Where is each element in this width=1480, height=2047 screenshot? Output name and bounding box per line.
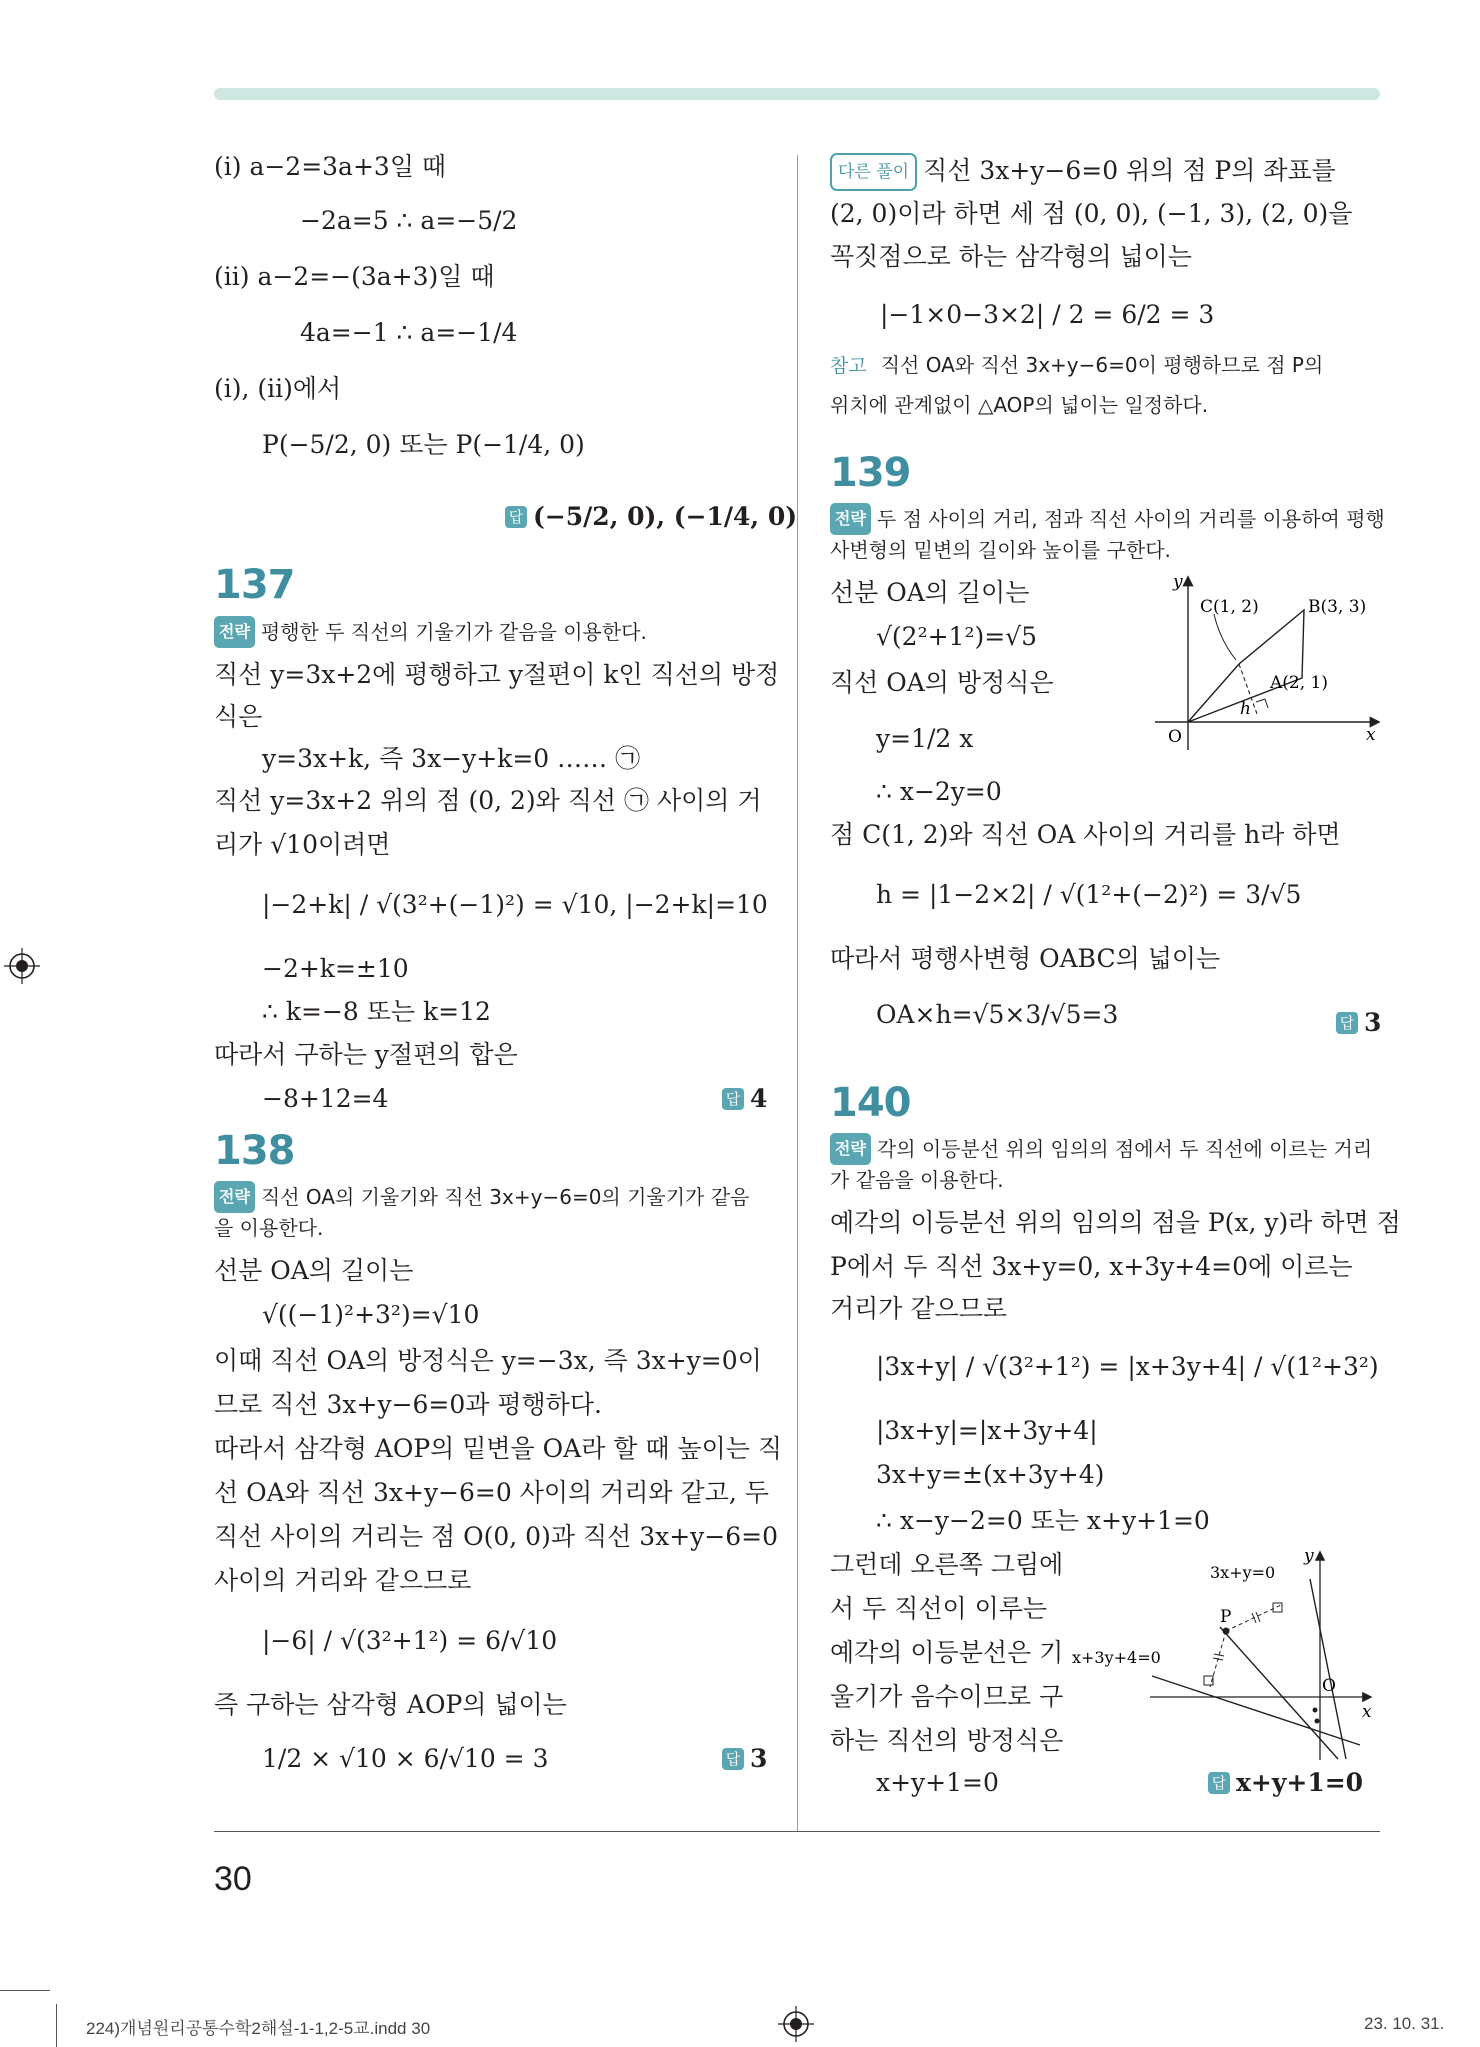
- p140-strategy-cont: 가 같음을 이용한다.: [830, 1168, 1004, 1192]
- p140-line: 3x+y=±(x+3y+4): [876, 1460, 1105, 1489]
- footer-date: 23. 10. 31.: [1364, 2014, 1445, 2033]
- p137-line: 직선 y=3x+2 위의 점 (0, 2)와 직선 ㉠ 사이의 거: [214, 786, 762, 815]
- bottom-rule: [214, 1831, 1380, 1832]
- p139-line: y=1/2 x: [876, 724, 974, 753]
- registration-mark-icon: [4, 948, 40, 984]
- p140-line: 서 두 직선이 이루는: [830, 1594, 1048, 1623]
- p137-line: 식은: [214, 702, 263, 731]
- alt-solution-line: 다른 풀이 직선 3x+y−6=0 위의 점 P의 좌표를: [830, 153, 1336, 191]
- p140-line: 예각의 이등분선 위의 임의의 점을 P(x, y)라 하면 점: [830, 1208, 1401, 1237]
- p140-line: |3x+y|=|x+3y+4|: [876, 1416, 1098, 1445]
- point-p-label: P: [1220, 1607, 1232, 1627]
- p140-line: 거리가 같으므로: [830, 1294, 1007, 1323]
- page-number: 30: [214, 1860, 252, 1898]
- p139-line: OA×h=√5×3/√5=3: [876, 1000, 1119, 1029]
- strategy-tag: 전략: [214, 1181, 255, 1213]
- axis-x-label: x: [1366, 725, 1376, 745]
- axis-y-label: y: [1173, 572, 1183, 592]
- p138-line: 즉 구하는 삼각형 AOP의 넓이는: [214, 1690, 567, 1719]
- p136-line: P(−5/2, 0) 또는 P(−1/4, 0): [262, 430, 585, 459]
- p140-answer: 답 x+y+1=0: [1208, 1766, 1363, 1800]
- problem-number-138: 138: [214, 1128, 295, 1174]
- problem-number-139: 139: [830, 450, 911, 496]
- axis-x-label: x: [1362, 1702, 1372, 1722]
- height-label: h: [1240, 699, 1251, 719]
- p137-line: |−2+k| / √(3²+(−1)²) = √10, |−2+k|=10: [262, 890, 768, 919]
- point-c-label: C(1, 2): [1200, 597, 1259, 617]
- p140-line: 울기가 음수이므로 구: [830, 1682, 1064, 1711]
- p137-line: −2+k=±10: [262, 954, 409, 983]
- point-b-label: B(3, 3): [1308, 597, 1367, 617]
- p136-line: (ⅱ) a−2=−(3a+3)일 때: [214, 262, 495, 291]
- p136-line: (ⅰ), (ⅱ)에서: [214, 374, 342, 403]
- parallelogram-figure: [1150, 572, 1380, 752]
- p138-line: 선 OA와 직선 3x+y−6=0 사이의 거리와 같고, 두: [214, 1478, 769, 1507]
- p136-answer: [505, 500, 797, 534]
- p137-line: 따라서 구하는 y절편의 합은: [214, 1040, 518, 1069]
- line-x-3y-4-label: x+3y+4=0: [1072, 1648, 1161, 1667]
- p137-line: y=3x+k, 즉 3x−y+k=0 …… ㉠: [262, 744, 641, 773]
- p138-strategy-cont: 을 이용한다.: [214, 1216, 324, 1240]
- reference-tag: 참고: [830, 355, 867, 377]
- p138-answer: 답 3: [722, 1742, 767, 1776]
- p139-line: 점 C(1, 2)와 직선 OA 사이의 거리를 h라 하면: [830, 820, 1341, 849]
- p137-line: ∴ k=−8 또는 k=12: [262, 997, 491, 1026]
- header-bar: [214, 88, 1380, 100]
- p138-line: √((−1)²+3²)=√10: [262, 1300, 480, 1329]
- answer-tag: 답: [722, 1748, 744, 1770]
- p138-line: 선분 OA의 길이는: [214, 1256, 414, 1285]
- problem-number-137: 137: [214, 562, 295, 608]
- problem-number-140: 140: [830, 1080, 911, 1126]
- p140-line: 하는 직선의 방정식은: [830, 1726, 1064, 1755]
- p140-line: P에서 두 직선 3x+y=0, x+3y+4=0에 이르는: [830, 1252, 1353, 1281]
- p140-line: 예각의 이등분선은 기: [830, 1638, 1064, 1667]
- p138-line: 1/2 × √10 × 6/√10 = 3: [262, 1744, 549, 1773]
- registration-mark-icon: [778, 2006, 814, 2042]
- p139-line: √(2²+1²)=√5: [876, 622, 1038, 651]
- reference-note: 참고 직선 OA와 직선 3x+y−6=0이 평행하므로 점 P의: [830, 353, 1324, 377]
- axis-y-label: y: [1304, 1546, 1314, 1566]
- p139-line: 직선 OA의 방정식은: [830, 668, 1054, 697]
- answer-value: (−5/2, 0), (−1/4, 0): [533, 502, 798, 531]
- strategy-tag: 전략: [214, 616, 255, 648]
- p137-line: 직선 y=3x+2에 평행하고 y절편이 k인 직선의 방정: [214, 660, 780, 689]
- answer-tag: 답: [722, 1088, 744, 1110]
- answer-tag: 답: [1336, 1012, 1358, 1034]
- point-a-label: A(2, 1): [1270, 673, 1328, 693]
- strategy-tag: 전략: [830, 1133, 871, 1165]
- p136-line: −2a=5 ∴ a=−5/2: [300, 206, 518, 235]
- reference-note-cont: 위치에 관계없이 △AOP의 넓이는 일정하다.: [830, 393, 1209, 417]
- p140-line: 그런데 오른쪽 그림에: [830, 1550, 1064, 1579]
- p138-line: 므로 직선 3x+y−6=0과 평행하다.: [214, 1390, 602, 1419]
- p140-line: x+y+1=0: [876, 1768, 999, 1797]
- p139-line: ∴ x−2y=0: [876, 777, 1002, 806]
- p139-strategy-cont: 사변형의 밑변의 길이와 높이를 구한다.: [830, 538, 1171, 562]
- line-3x-y-label: 3x+y=0: [1210, 1563, 1276, 1582]
- p136-line: 4a=−1 ∴ a=−1/4: [300, 318, 518, 347]
- p138-line: 따라서 삼각형 AOP의 밑변을 OA라 할 때 높이는 직: [214, 1434, 783, 1463]
- p137-answer: 답 4: [722, 1082, 767, 1116]
- p139-strategy: 전략 두 점 사이의 거리, 점과 직선 사이의 거리를 이용하여 평행: [830, 503, 1385, 535]
- p137-line: 리가 √10이려면: [214, 830, 391, 859]
- column-divider: [797, 155, 798, 1831]
- p137-strategy: 전략 평행한 두 직선의 기울기가 같음을 이용한다.: [214, 616, 647, 648]
- p138-line: |−6| / √(3²+1²) = 6/√10: [262, 1626, 558, 1655]
- p138-strategy: 전략 직선 OA의 기울기와 직선 3x+y−6=0의 기울기가 같음: [214, 1181, 749, 1213]
- p138-line: 이때 직선 OA의 방정식은 y=−3x, 즉 3x+y=0이: [214, 1346, 762, 1375]
- p140-line: ∴ x−y−2=0 또는 x+y+1=0: [876, 1506, 1210, 1535]
- p139-line: h = |1−2×2| / √(1²+(−2)²) = 3/√5: [876, 880, 1302, 909]
- p138-line: 사이의 거리와 같으므로: [214, 1566, 472, 1595]
- alt-solution-tag: 다른 풀이: [830, 153, 917, 191]
- answer-tag: 답: [1208, 1772, 1230, 1794]
- p139-answer: 답 3: [1336, 1006, 1381, 1040]
- p139-line: 선분 OA의 길이는: [830, 578, 1030, 607]
- answer-tag: 답: [505, 506, 527, 528]
- crop-mark: [56, 2004, 57, 2047]
- alt-solution-line: 꼭짓점으로 하는 삼각형의 넓이는: [830, 242, 1192, 271]
- p140-line: |3x+y| / √(3²+1²) = |x+3y+4| / √(1²+3²): [876, 1352, 1379, 1381]
- footer-filename: 224)개념원리공통수학2해설-1-1,2-5교.indd 30: [86, 2019, 431, 2038]
- alt-solution-line: (2, 0)이라 하면 세 점 (0, 0), (−1, 3), (2, 0)을: [830, 199, 1353, 228]
- strategy-tag: 전략: [830, 503, 871, 535]
- origin-label: O: [1322, 1676, 1336, 1696]
- p138-line: 직선 사이의 거리는 점 O(0, 0)과 직선 3x+y−6=0: [214, 1522, 778, 1551]
- p136-line: (ⅰ) a−2=3a+3일 때: [214, 152, 447, 181]
- p139-line: 따라서 평행사변형 OABC의 넓이는: [830, 944, 1221, 973]
- origin-label: O: [1168, 727, 1182, 747]
- crop-mark: [0, 1990, 50, 1991]
- bisector-figure: [1070, 1545, 1380, 1765]
- alt-solution-line: |−1×0−3×2| / 2 = 6/2 = 3: [880, 300, 1215, 329]
- p137-line: −8+12=4: [262, 1084, 389, 1113]
- p140-strategy: 전략 각의 이등분선 위의 임의의 점에서 두 직선에 이르는 거리: [830, 1133, 1372, 1165]
